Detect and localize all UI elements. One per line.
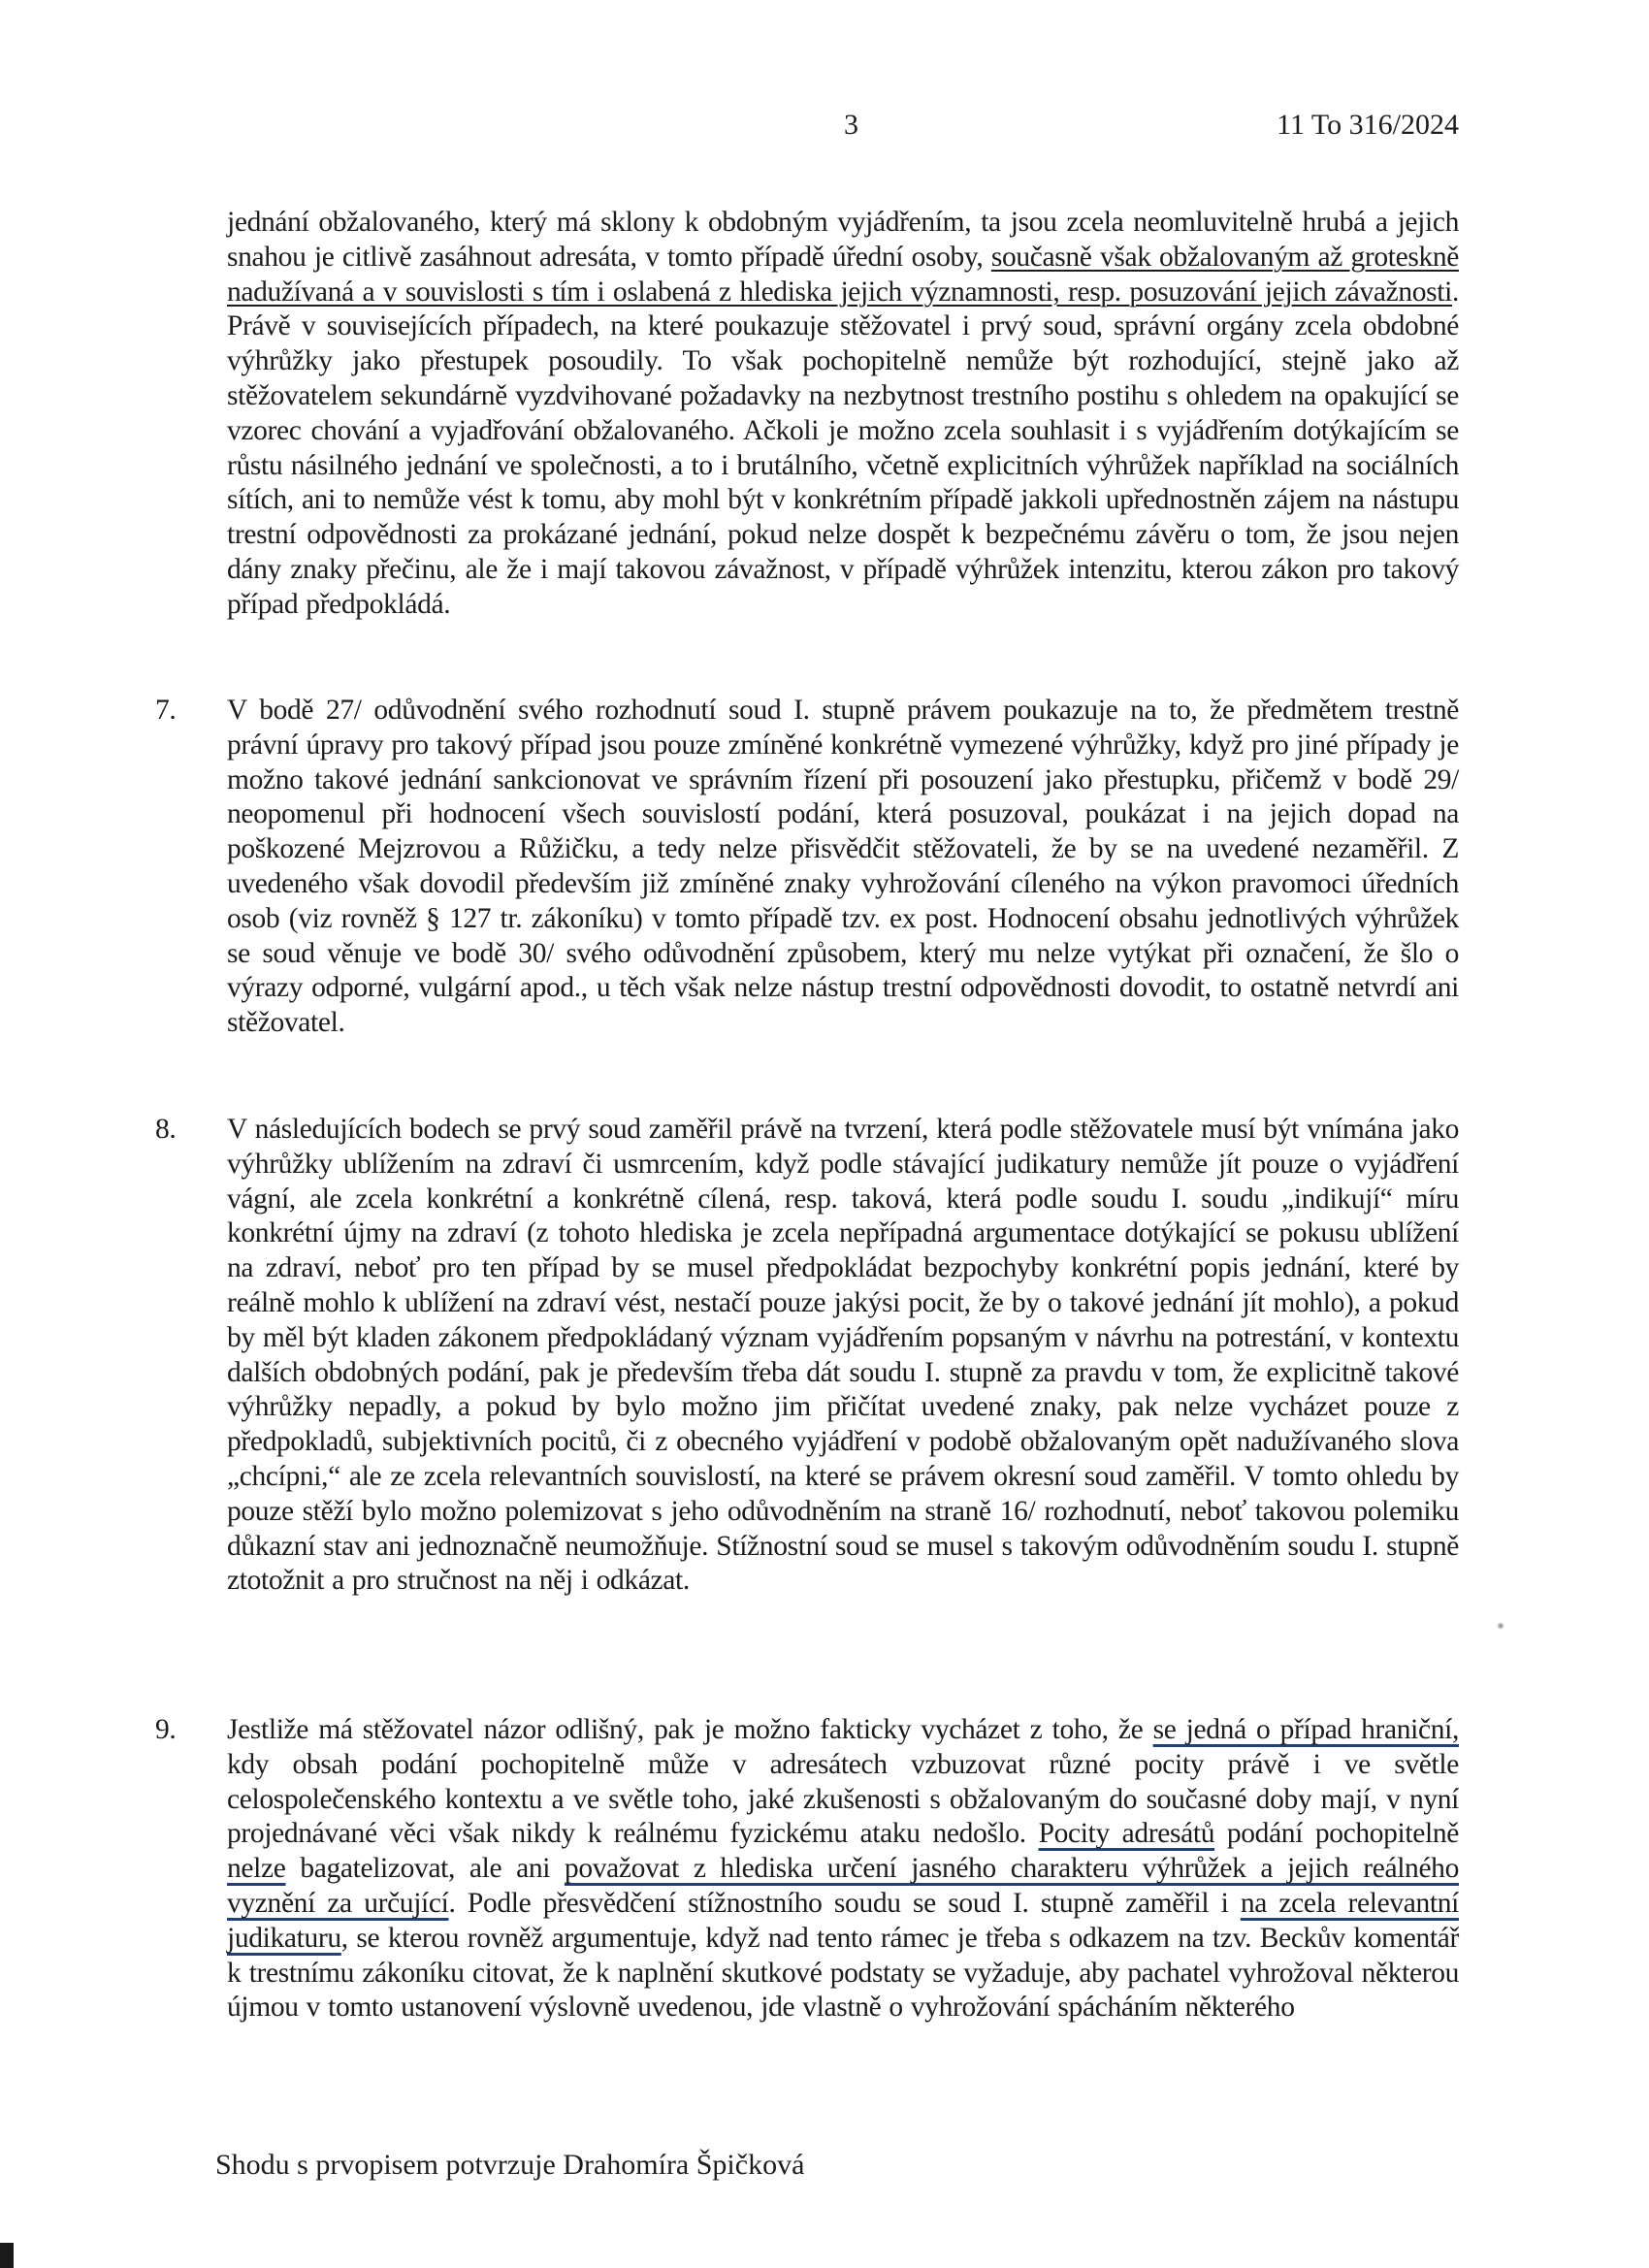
page-number: 3 [844, 109, 858, 141]
paragraph-text: V následujících bodech se prvý soud zaměřil právě na tvrzení, která podle stěžovatele musí být vnímána jako výhrůžky ublížením na zdraví či usmrcením, když podle stávající judikatury nemůže jít pouze o vyjádření vágní, ale zcela konkrétní a konkrétně cílená, resp. taková, která podle soudu I. soudu „indikují“ míru konkrétní újmy na zdraví (z tohoto hlediska je zcela nepřípadná argumentace dotýkající se pokusu ublížení na zdraví, neboť pro ten případ by se musel předpokládat bezpochyby konkrétní popis jednání, které by reálně mohlo k ublížení na zdraví vést, nestačí pouze jakýsi pocit, že by o takové jednání jít mohlo), a pokud by měl být kladen zákonem předpokládaný význam vyjádřením popsaným v návrhu na potrestání, v kontextu dalších obdobných podání, pak je především třeba dát soudu I. stupně za pravdu v tom, že explicitně takové výhrůžky nepadly, a pokud by bylo možno jim přičítat uvedené znaky, pak nelze vycházet pouze z předpokladů, subjektivních pocitů, či z obecného vyjádření v podobě obžalovaným opět nadužívaného slova „chcípni,“ ale ze zcela relevantních souvislostí, na které se právem okresní soud zaměřil. V tomto ohledu by pouze stěží bylo možno polemizovat s jeho odůvodněním na straně 16/ rozhodnutí, neboť takovou polemiku důkazní stav ani jednoznačně neumožňuje. Stížnostní soud se musel s takovým odůvodněním soudu I. stupně ztotožnit a pro stručnost na něj i odkázat. [227, 1114, 1459, 1597]
text-run: Jestliže má stěžovatel názor odlišný, pak je možno fakticky vycházet z toho, že [227, 1714, 1153, 1745]
printed-underline-text: současně však obžalovaným až groteskně nadužívaná a v souvislosti s tím i oslabená z hlediska jejich významnosti, resp. posuzování jejich závažnosti [227, 241, 1460, 308]
text-run: . Podle přesvědčení stížnostního soudu se soud I. stupně zaměřil i [448, 1887, 1241, 1919]
pen-underline-text: se jedná o případ hraniční, [1152, 1714, 1459, 1745]
scan-edge-mark [0, 2243, 14, 2268]
paragraph-7 [155, 694, 1459, 1041]
pen-underline-text: Pocity adresátů [1038, 1818, 1215, 1850]
text-run: . Právě v souvisejících případech, na které poukazuje stěžovatel i prvý soud, správní orgány zcela obdobné výhrůžky jako přestupek posoudily. To však pochopitelně nemůže být rozhodující, stejně jako až stěžovatelem sekundárně vyzdvihované požadavky na nezbytnost trestního postihu s ohledem na opakující se vzorec chování a vyjadřování obžalovaného. Ačkoli je možno zcela souhlasit i s vyjádřením dotýkajícím se růstu násilného jednání ve společnosti, a to i brutálního, včetně explicitních výhrůžek například na sociálních sítích, ani to nemůže vést k tomu, aby mohl být v konkrétním případě jakkoli upřednostněn zájem na nástupu trestní odpovědnosti za prokázané jednání, pokud nelze dospět k bezpečnému závěru o tom, že jsou nejen dány znaky přečinu, ale že i mají takovou závažnost, v případě výhrůžek intenzitu, kterou zákon pro takový případ předpokládá. [227, 275, 1459, 620]
scan-speck [1497, 1622, 1504, 1630]
paragraph-number: 7. [155, 695, 177, 726]
text-run: , se kterou rovněž argumentuje, když nad tento rámec je třeba s odkazem na tzv. Beckův komentář k trestnímu zákoníku citovat, že k naplnění skutkové podstaty se vyžaduje, aby pachatel vyhrožoval některou újmou v tomto ustanovení výslovně uvedenou, jde vlastně o vyhrožování spácháním některého [227, 1922, 1459, 2024]
paragraph-text: V bodě 27/ odůvodnění svého rozhodnutí soud I. stupně právem poukazuje na to, že předmětem trestně právní úpravy pro takový případ jsou pouze zmíněné konkrétně vymezené výhrůžky, když pro jiné případy je možno takové jednání sankcionovat ve správním řízení při posouzení jako přestupku, přičemž v bodě 29/ neopomenul při hodnocení všech souvislostí podání, která posuzoval, poukázat i na jejich dopad na poškozené Mejzrovou a Růžičku, a tedy nelze přisvědčit stěžovateli, že by se na uvedené nezaměřil. Z uvedeného však dovodil především již zmíněné znaky vyhrožování cíleného na výkon pravomoci úředních osob (viz rovněž § 127 tr. zákoníku) v tomto případě tzv. ex post. Hodnocení obsahu jednotlivých výhrůžek se soud věnuje ve bodě 30/ svého odůvodnění způsobem, který mu nelze vytýkat při označení, že šlo o výrazy odporné, vulgární apod., u těch však nelze nástup trestní odpovědnosti dovodit, to ostatně netvrdí ani stěžovatel. [227, 695, 1459, 1039]
pen-underline-text: považovat z hlediska určení jasného charakteru výhrůžek a jejich reálného vyznění za určující [227, 1853, 1459, 1919]
certification-footer: Shodu s prvopisem potvrzuje Drahomíra Špičková [215, 2149, 805, 2181]
paragraph-number: 9. [155, 1714, 177, 1745]
case-number: 11 To 316/2024 [1277, 109, 1459, 141]
text-run: kdy obsah podání pochopitelně může v adresátech vzbuzovat různé pocity právě i ve světle celospolečenského kontextu a ve světle toho, jaké zkušenosti s obžalovaným do současné doby mají, v nyní projednávané věci však nikdy k reálnému fyzickému ataku nedošlo. [227, 1748, 1459, 1850]
text-run: jednání obžalovaného, který má sklony k obdobným vyjádřením, ta jsou zcela neomluvitelně hrubá a jejich snahou je citlivě zasáhnout adresáta, v tomto případě úřední osoby, [227, 207, 1459, 273]
continuation-paragraph [227, 206, 1459, 623]
paragraph-8 [155, 1113, 1459, 1599]
pen-underline-text: nelze [227, 1853, 286, 1885]
paragraph-9 [155, 1713, 1459, 2025]
text-run: bagatelizovat, ale ani [285, 1853, 565, 1885]
paragraph-number: 8. [155, 1114, 177, 1145]
pen-underline-text: na zcela relevantní judikaturu [227, 1887, 1459, 1954]
text-run: podání pochopitelně [1214, 1818, 1459, 1850]
